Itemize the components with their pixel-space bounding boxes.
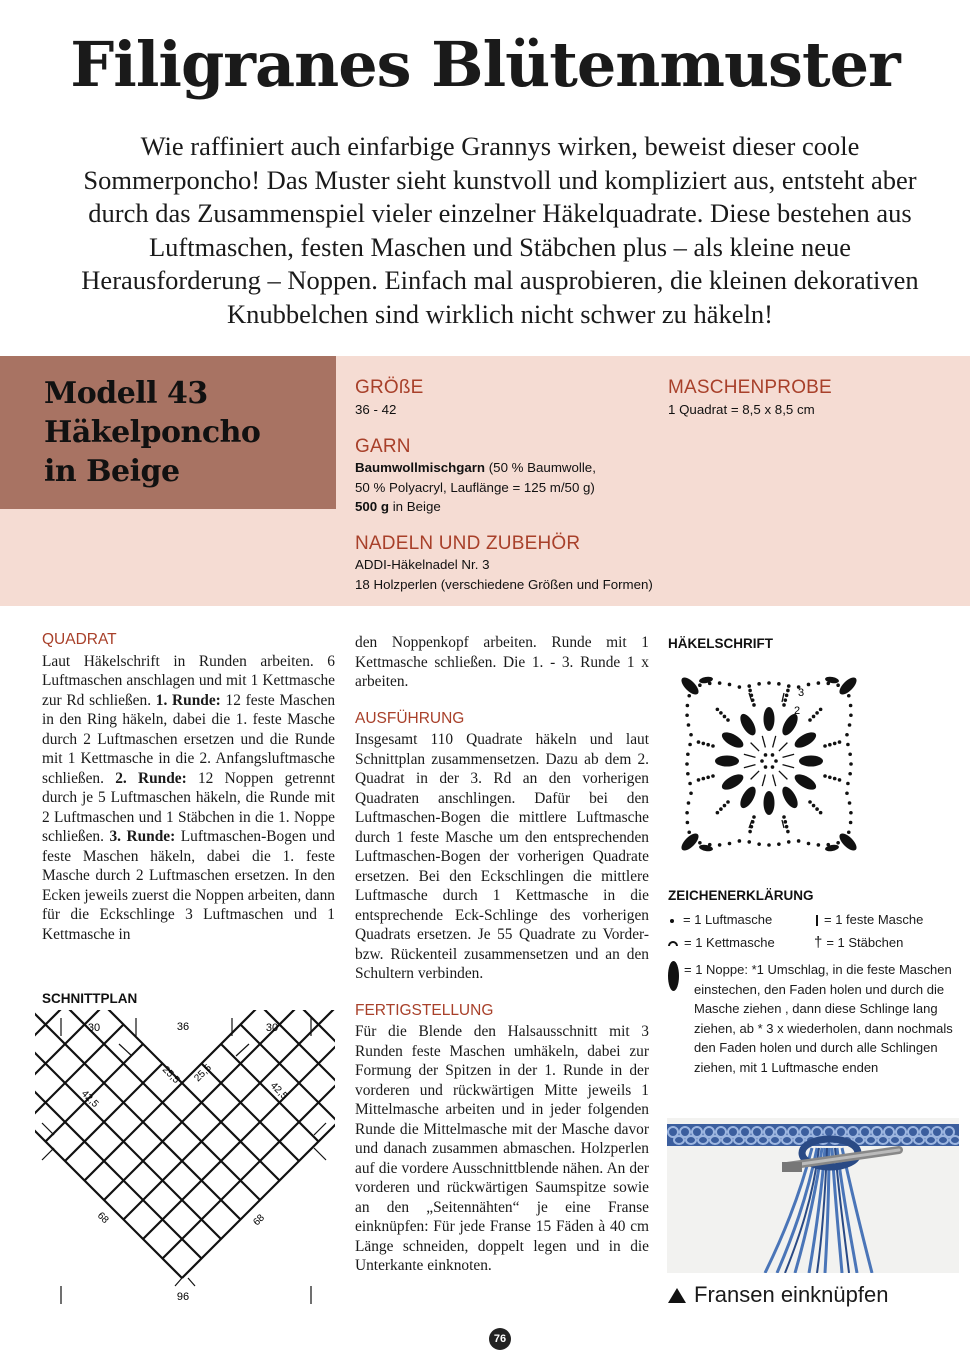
slip-stitch-icon — [668, 941, 678, 946]
chain-stitch — [782, 703, 786, 707]
chain-stitch — [689, 733, 693, 737]
intro-text: Wie raffiniert auch einfarbige Grannys wirken, beweist dieser coole Sommerponcho! Das Muster sieht kunstvoll und kompliziert aus, entsteht aber durch das Zusammenspiel vieler einzelner Häkelquadrate. Diese bestehen aus Luftmaschen, festen Maschen und Stäbchen plus – als kleine neue Herausforderung – Noppen. Einfach mal ausprobieren, die kleinen dekorativen Knubbelchen sind wirklich nicht schwer zu häkeln! — [81, 131, 919, 329]
measure-right-upper: 42,5 — [267, 1080, 290, 1102]
chain-stitch — [767, 843, 771, 847]
single-crochet — [779, 771, 787, 779]
chain-stitch — [760, 759, 764, 763]
quadrat-intro: Laut Häkelschrift in Runden arbeiten. 6 Luftmaschen anschlagen und mit 1 Kettmasche zur Rd schließen. — [42, 652, 335, 709]
chain-stitch — [686, 704, 690, 708]
chain-stitch — [711, 744, 715, 748]
bobble-stitch — [719, 729, 745, 751]
quadrat-continued: den Noppenkopf arbeiten. Runde mit 1 Kettmasche schließen. Die 1. - 3. Runde 1 x arbeiten. — [355, 634, 649, 690]
haekelschrift-heading: HÄKELSCHRIFT — [668, 636, 773, 651]
chain-stitch — [849, 713, 853, 717]
bobble-stitch — [837, 675, 860, 698]
chain-stitch — [817, 681, 821, 685]
chain-stitch — [685, 713, 689, 717]
garn-text — [355, 458, 596, 517]
grid-line — [202, 1064, 300, 1162]
round-2-text: 12 Noppen getrennt durch je 5 Luftmaschen häkeln, die Runde mit 2 Luftmaschen und 1 Stäbchen in die 1. Noppe schließen. — [42, 769, 335, 845]
chain-stitch — [719, 807, 723, 811]
measure-top-right: 30 — [265, 1022, 279, 1034]
chain-stitch — [784, 820, 788, 824]
ausfuehrung-text: Insgesamt 110 Quadrate häkeln und laut Schnittplan zusammensetzen. Dazu ab dem 2. Quadrat in der 3. Rd an den vorherigen Quadraten anschlingen. Dafür bei den Luftmaschen-Bogen die mittlere Luftmasche durch 1 feste Masche um den entsprechenden Luftmaschen-Bogen der vorherigen Quadrate ersetzen. Bei den Eckschlingen die mittlere Luftmasche durch 1 Kettmasche in die entsprechende Eck-Schlinge des vorherigen Quadrats ersetzen. Je 55 Quadrate zu Vorder- bzw. Rückenteil zusammensetzen und an den Schultern verbinden. — [355, 731, 649, 982]
chain-stitch — [757, 842, 761, 846]
chain-stitch — [686, 752, 690, 756]
chain-stitch — [698, 841, 702, 845]
chain-stitch — [777, 842, 781, 846]
chain-stitch — [819, 811, 823, 815]
chain-stitch — [838, 740, 842, 744]
grid-line — [241, 1025, 336, 1123]
bobble-stitch — [764, 791, 775, 815]
measure-left-upper: 42,5 — [78, 1088, 101, 1110]
bobble-stitch — [799, 756, 823, 767]
chain-stitch — [777, 682, 781, 686]
chain-stitch — [748, 830, 752, 834]
photo-caption: Fransen einknüpfen — [668, 1282, 888, 1308]
page-number: 76 — [489, 1328, 511, 1350]
grid-line — [65, 1064, 163, 1162]
chain-stitch — [774, 759, 778, 763]
single-crochet — [779, 743, 787, 751]
bobble-stitch-icon — [668, 961, 679, 991]
chain-stitch — [808, 718, 812, 722]
chain-stitch — [828, 743, 832, 747]
garn-amount: 500 g — [355, 499, 390, 514]
chain-stitch — [723, 804, 727, 808]
single-crochet — [751, 743, 759, 751]
model-color: in Beige — [44, 454, 180, 489]
groesse-value: 36 - 42 — [355, 402, 397, 417]
bobble-stitch — [764, 707, 775, 731]
chain-stitch — [849, 811, 853, 815]
chain-stitch — [716, 811, 720, 815]
bobble-stitch — [837, 831, 860, 854]
bobble-stitch — [679, 831, 702, 854]
chain-stitch — [785, 694, 789, 698]
grid-line — [221, 1044, 319, 1142]
garn-color: in Beige — [389, 499, 441, 514]
chain-stitch — [716, 708, 720, 712]
chain-stitch — [688, 782, 692, 786]
chain-stitch — [812, 715, 816, 719]
chain-stitch-icon — [670, 919, 674, 923]
chain-stitch — [687, 694, 691, 698]
chain-stitch — [706, 776, 710, 780]
chain-stitch — [785, 825, 789, 829]
round-3-text: Luftmaschen-Bogen und feste Maschen häkeln, dabei die 1. feste Masche durch 2 Luftmaschen ersetzen. In den Ecken jeweils zuerst die Noppen arbeiten, dann für die Eckschlinge 3 Luftmaschen und 1 Kettmasche in — [42, 828, 335, 943]
round-3-label: 3. Runde: — [109, 828, 176, 845]
nadeln-heading: NADELN UND ZUBEHÖR — [355, 533, 581, 554]
chain-stitch — [848, 801, 852, 805]
chain-stitch — [747, 840, 751, 844]
chain-stitch — [846, 743, 850, 747]
round-1-label: 1. Runde: — [155, 691, 221, 709]
crochet-chart-symbols — [679, 675, 860, 854]
bobble-stitch — [715, 756, 739, 767]
chain-stitch — [702, 742, 706, 746]
chain-stitch — [808, 800, 812, 804]
single-crochet — [773, 775, 776, 787]
page-title: Filigranes Blütenmuster — [70, 28, 900, 101]
chain-stitch — [786, 830, 790, 834]
chain-stitch — [838, 778, 842, 782]
chain-stitch — [833, 742, 837, 746]
chain-stitch — [764, 753, 768, 757]
single-crochet — [762, 736, 765, 748]
chain-stitch — [848, 752, 852, 756]
quadrat-section — [42, 630, 335, 944]
chain-stitch — [847, 830, 851, 834]
bobble-stitch — [737, 784, 759, 810]
chain-stitch — [807, 683, 811, 687]
chain-stitch — [688, 743, 692, 747]
measure-top-middle: 36 — [176, 1021, 190, 1033]
grid-line — [124, 1010, 336, 1220]
chain-stitch — [787, 840, 791, 844]
chain-stitch — [726, 800, 730, 804]
chain-stitch — [845, 733, 849, 737]
bobble-stitch — [737, 711, 759, 737]
legend-item-noppe: = 1 Noppe: *1 Umschlag, in die feste Maschen einstechen, den Faden holen und durch die Masche ziehen , dann diese Schlinge lang ziehen, ab * 3 x wiederholen, dann nochmals den Faden holen und durch alle Schlingen ziehen, mit 1 Luftmasche enden — [668, 960, 958, 1077]
single-crochet — [783, 754, 795, 757]
bobble-stitch — [779, 784, 801, 810]
chain-stitch — [728, 683, 732, 687]
chain-stitch — [815, 807, 819, 811]
double-crochet-icon: † — [814, 934, 823, 951]
chain-stitch — [836, 841, 840, 845]
chain-stitch — [845, 791, 849, 795]
garn-composition-1: (50 % Baumwolle, — [485, 460, 596, 475]
chain-stitch — [815, 711, 819, 715]
chain-stitch — [706, 743, 710, 747]
legend-item-staebchen: † = 1 Stäbchen — [814, 934, 904, 951]
chain-stitch — [786, 689, 790, 693]
chain-stitch — [828, 776, 832, 780]
chain-stitch — [757, 682, 761, 686]
chain-stitch — [687, 830, 691, 834]
fertigstellung-text: Für die Blende den Halsausschnitt mit 3 Runden feste Maschen umhäkeln, dabei zur Formung der Spitzen in der 1. Runde in der vorderen und rückwärtigen Mitte jeweils 1 Mittelmasche arbeiten und in jeder folgenden Runde die Mittelmasche mit der Masche davor und danach zusammen abmaschen. Holzperlen auf die vordere Ausschnittblende nähen. An der vorderen und rückwärtigen Saumspitze sowie an den „Seitennähten“ je eine Franse einknüpfen: Für jede Franse 15 Fäden à 40 cm Länge schneiden, doppelt legen und in die Unterkante einknoten. — [355, 1023, 649, 1274]
chain-stitch — [752, 815, 756, 819]
chain-stitch — [747, 684, 751, 688]
chain-stitch — [728, 842, 732, 846]
chain-stitch — [833, 777, 837, 781]
chain-stitch — [685, 811, 689, 815]
chain-stitch — [726, 718, 730, 722]
single-crochet — [744, 754, 756, 757]
chain-stitch — [784, 698, 788, 702]
chain-stitch — [748, 689, 752, 693]
measure-center-left: 25,5 — [159, 1064, 182, 1086]
grid-line — [35, 1064, 182, 1279]
quadrat-heading: QUADRAT — [42, 631, 117, 648]
round-2-label: 2. Runde: — [115, 769, 187, 787]
garn-yarn-name: Baumwollmischgarn — [355, 460, 486, 475]
triangle-pointer-icon — [668, 1288, 686, 1303]
chain-stitch — [771, 765, 775, 769]
chain-stitch — [849, 704, 853, 708]
nadeln-hook: ADDI-Häkelnadel Nr. 3 — [355, 557, 490, 572]
chain-stitch — [849, 762, 853, 766]
poncho-grid — [35, 1010, 335, 1278]
single-crochet-icon — [816, 915, 818, 926]
chain-stitch — [686, 821, 690, 825]
chain-stitch — [819, 708, 823, 712]
chain-stitch — [686, 772, 690, 776]
fringe-photo — [667, 1118, 959, 1273]
chain-stitch — [718, 843, 722, 847]
round-2-marker: 2 — [794, 705, 801, 717]
chain-stitch — [787, 684, 791, 688]
measure-bottom: 96 — [176, 1291, 190, 1303]
single-crochet — [762, 775, 765, 787]
chain-stitch — [738, 839, 742, 843]
chain-stitch — [817, 843, 821, 847]
single-crochet — [783, 765, 795, 768]
chain-stitch — [711, 774, 715, 778]
legend-item-luftmasche: = 1 Luftmasche — [670, 910, 772, 930]
chain-stitch — [687, 723, 691, 727]
chain-stitch — [797, 839, 801, 843]
chain-stitch — [823, 744, 827, 748]
chain-stitch — [823, 774, 827, 778]
measure-center-right: 25,5 — [192, 1062, 214, 1085]
bobble-stitch — [679, 675, 702, 698]
chain-stitch — [849, 821, 853, 825]
round-1-text: 12 feste Maschen in den Ring häkeln, dabei die 1. feste Masche durch 2 Luftmaschen ersetzen und die Runde mit 1 Kettmasche in die 2. Anfangsluftmasche schließen. — [42, 691, 336, 787]
column-2 — [355, 633, 649, 1276]
measure-right-lower: 68 — [251, 1212, 267, 1229]
crochet-chart — [664, 658, 874, 868]
garn-heading: GARN — [355, 436, 411, 457]
measure-left-lower: 68 — [94, 1210, 111, 1226]
measure-top-left: 30 — [87, 1022, 101, 1034]
chain-stitch — [764, 765, 768, 769]
chain-stitch — [752, 703, 756, 707]
single-crochet — [751, 771, 759, 779]
chain-stitch — [702, 777, 706, 781]
chain-stitch — [807, 842, 811, 846]
single-crochet — [744, 765, 756, 768]
chain-stitch — [719, 711, 723, 715]
fertigstellung-heading: FERTIGSTELLUNG — [355, 1001, 494, 1019]
legend-heading: ZEICHENERKLÄRUNG — [668, 888, 814, 903]
maschenprobe-value: 1 Quadrat = 8,5 x 8,5 cm — [668, 402, 815, 417]
chain-stitch — [771, 753, 775, 757]
legend-item-feste-masche: = 1 feste Masche — [816, 910, 923, 930]
chain-stitch — [782, 815, 786, 819]
grid-line — [35, 1010, 241, 1220]
garn-composition-2: 50 % Polyacryl, Lauflänge = 125 m/50 g) — [355, 479, 595, 495]
model-title — [44, 374, 334, 491]
bobble-stitch — [719, 771, 745, 793]
chain-stitch — [685, 762, 689, 766]
legend-item-kettmasche: = 1 Kettmasche — [668, 933, 775, 953]
nadeln-beads: 18 Holzperlen (verschiedene Größen und Formen) — [355, 576, 653, 592]
chain-stitch — [689, 791, 693, 795]
nadeln-text — [355, 555, 653, 594]
chain-stitch — [738, 685, 742, 689]
chain-stitch — [698, 683, 702, 687]
chain-stitch — [767, 681, 771, 685]
chain-stitch — [836, 683, 840, 687]
chain-stitch — [723, 715, 727, 719]
chain-stitch — [846, 782, 850, 786]
bobble-stitch — [792, 729, 818, 751]
schnittplan-diagram — [35, 1010, 335, 1310]
chain-stitch — [697, 740, 701, 744]
chain-stitch — [718, 681, 722, 685]
chain-stitch — [847, 694, 851, 698]
single-crochet — [773, 736, 776, 748]
chain-stitch — [687, 801, 691, 805]
chain-stitch — [697, 778, 701, 782]
chain-stitch — [848, 772, 852, 776]
grid-line — [46, 1044, 144, 1142]
model-name: Häkelponcho — [44, 415, 261, 450]
maschenprobe-heading: MASCHENPROBE — [668, 377, 832, 398]
model-number: Modell 43 — [44, 376, 208, 411]
chain-stitch — [812, 804, 816, 808]
groesse-heading: GRÖßE — [355, 377, 424, 398]
schnittplan-heading: SCHNITTPLAN — [42, 991, 138, 1006]
chain-stitch — [848, 723, 852, 727]
ausfuehrung-heading: AUSFÜHRUNG — [355, 709, 465, 727]
bobble-stitch — [792, 771, 818, 793]
round-3-marker: 3 — [798, 687, 805, 699]
